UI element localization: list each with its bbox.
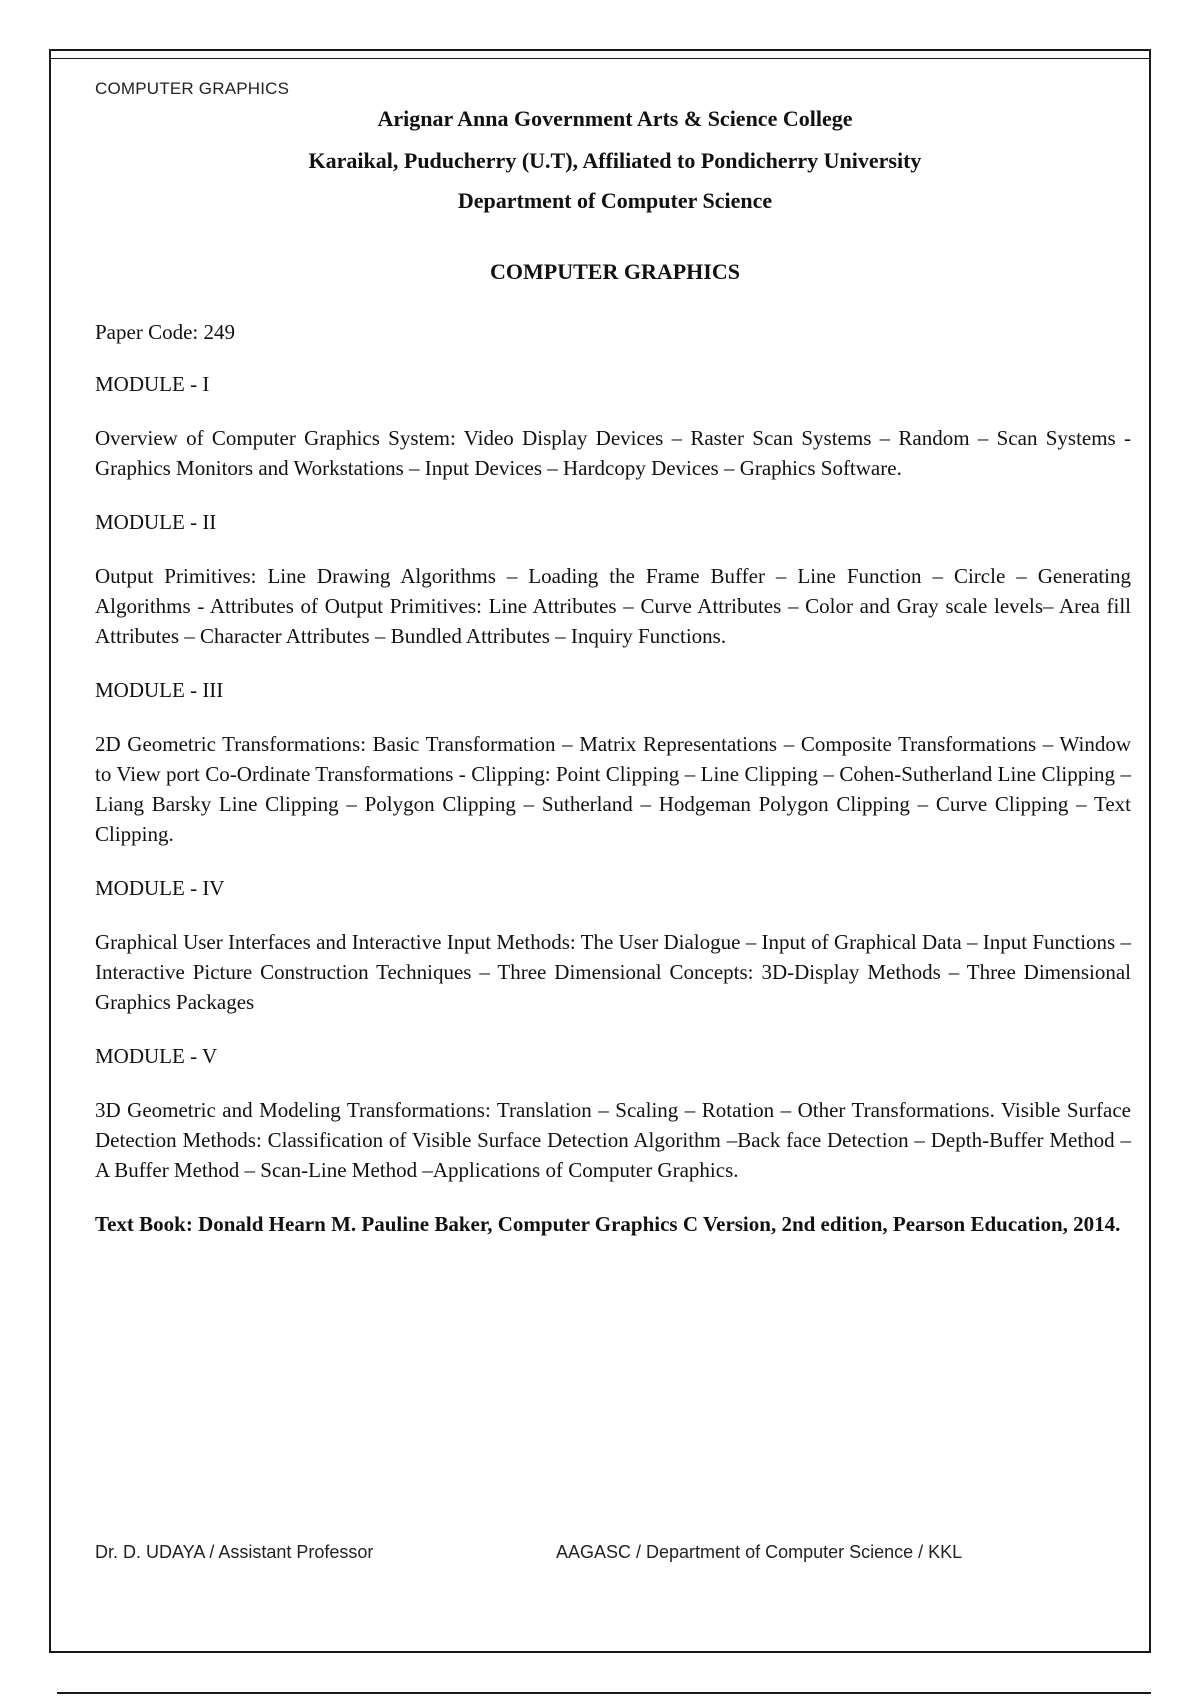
running-head: COMPUTER GRAPHICS [95,79,290,98]
module-2-body: Output Primitives: Line Drawing Algorithms – Loading the Frame Buffer – Line Function – Circle – Generating Algorithms - Attributes of Output Primitives: Line Attributes – Curve Attributes – Color and Gray scale levels– Area fill Attributes – Character Attributes – Bundled Attributes – Inquiry Functions. [95,564,1131,648]
bottom-rule [57,1692,1151,1694]
module-3-heading: MODULE - III [95,678,224,702]
module-4-heading: MODULE - IV [95,876,225,900]
footer-institution: AAGASC / Department of Computer Science / KKL [556,1542,963,1562]
module-4-body: Graphical User Interfaces and Interactive Input Methods: The User Dialogue – Input of Graphical Data – Input Functions – Interactive Picture Construction Techniques – Three Dimensional Concepts: 3D-Display Methods – Three Dimensional Graphics Packages [95,930,1131,1014]
paper-code: Paper Code: 249 [95,320,235,344]
text-book-reference: Text Book: Donald Hearn M. Pauline Baker, Computer Graphics C Version, 2nd edition, Pearson Education, 2014. [95,1212,1121,1236]
footer-author: Dr. D. UDAYA / Assistant Professor [95,1542,374,1562]
course-title: COMPUTER GRAPHICS [490,259,740,284]
module-5-heading: MODULE - V [95,1044,218,1068]
module-2-heading: MODULE - II [95,510,217,534]
module-3-body: 2D Geometric Transformations: Basic Transformation – Matrix Representations – Composite Transformations – Window to View port Co-Ordinate Transformations - Clipping: Point Clipping – Line Clipping – Cohen-Sutherland Line Clipping – Liang Barsky Line Clipping – Polygon Clipping – Sutherland – Hodgeman Polygon Clipping – Curve Clipping – Text Clipping. [95,732,1131,846]
module-5-body: 3D Geometric and Modeling Transformations: Translation – Scaling – Rotation – Other Transformations. Visible Surface Detection Methods: Classification of Visible Surface Detection Algorithm –Back face Detection – Depth-Buffer Method – A Buffer Method – Scan-Line Method –Applications of Computer Graphics. [95,1098,1131,1182]
module-1-heading: MODULE - I [95,372,210,396]
college-affiliation: Karaikal, Puducherry (U.T), Affiliated to Pondicherry University [308,148,922,173]
college-name: Arignar Anna Government Arts & Science College [377,106,853,131]
department-name: Department of Computer Science [457,188,773,213]
module-1-body: Overview of Computer Graphics System: Video Display Devices – Raster Scan Systems – Random – Scan Systems - Graphics Monitors and Workstations – Input Devices – Hardcopy Devices – Graphics Software. [95,426,1131,480]
syllabus-content [95,317,1131,1239]
header-rule [51,58,1149,59]
